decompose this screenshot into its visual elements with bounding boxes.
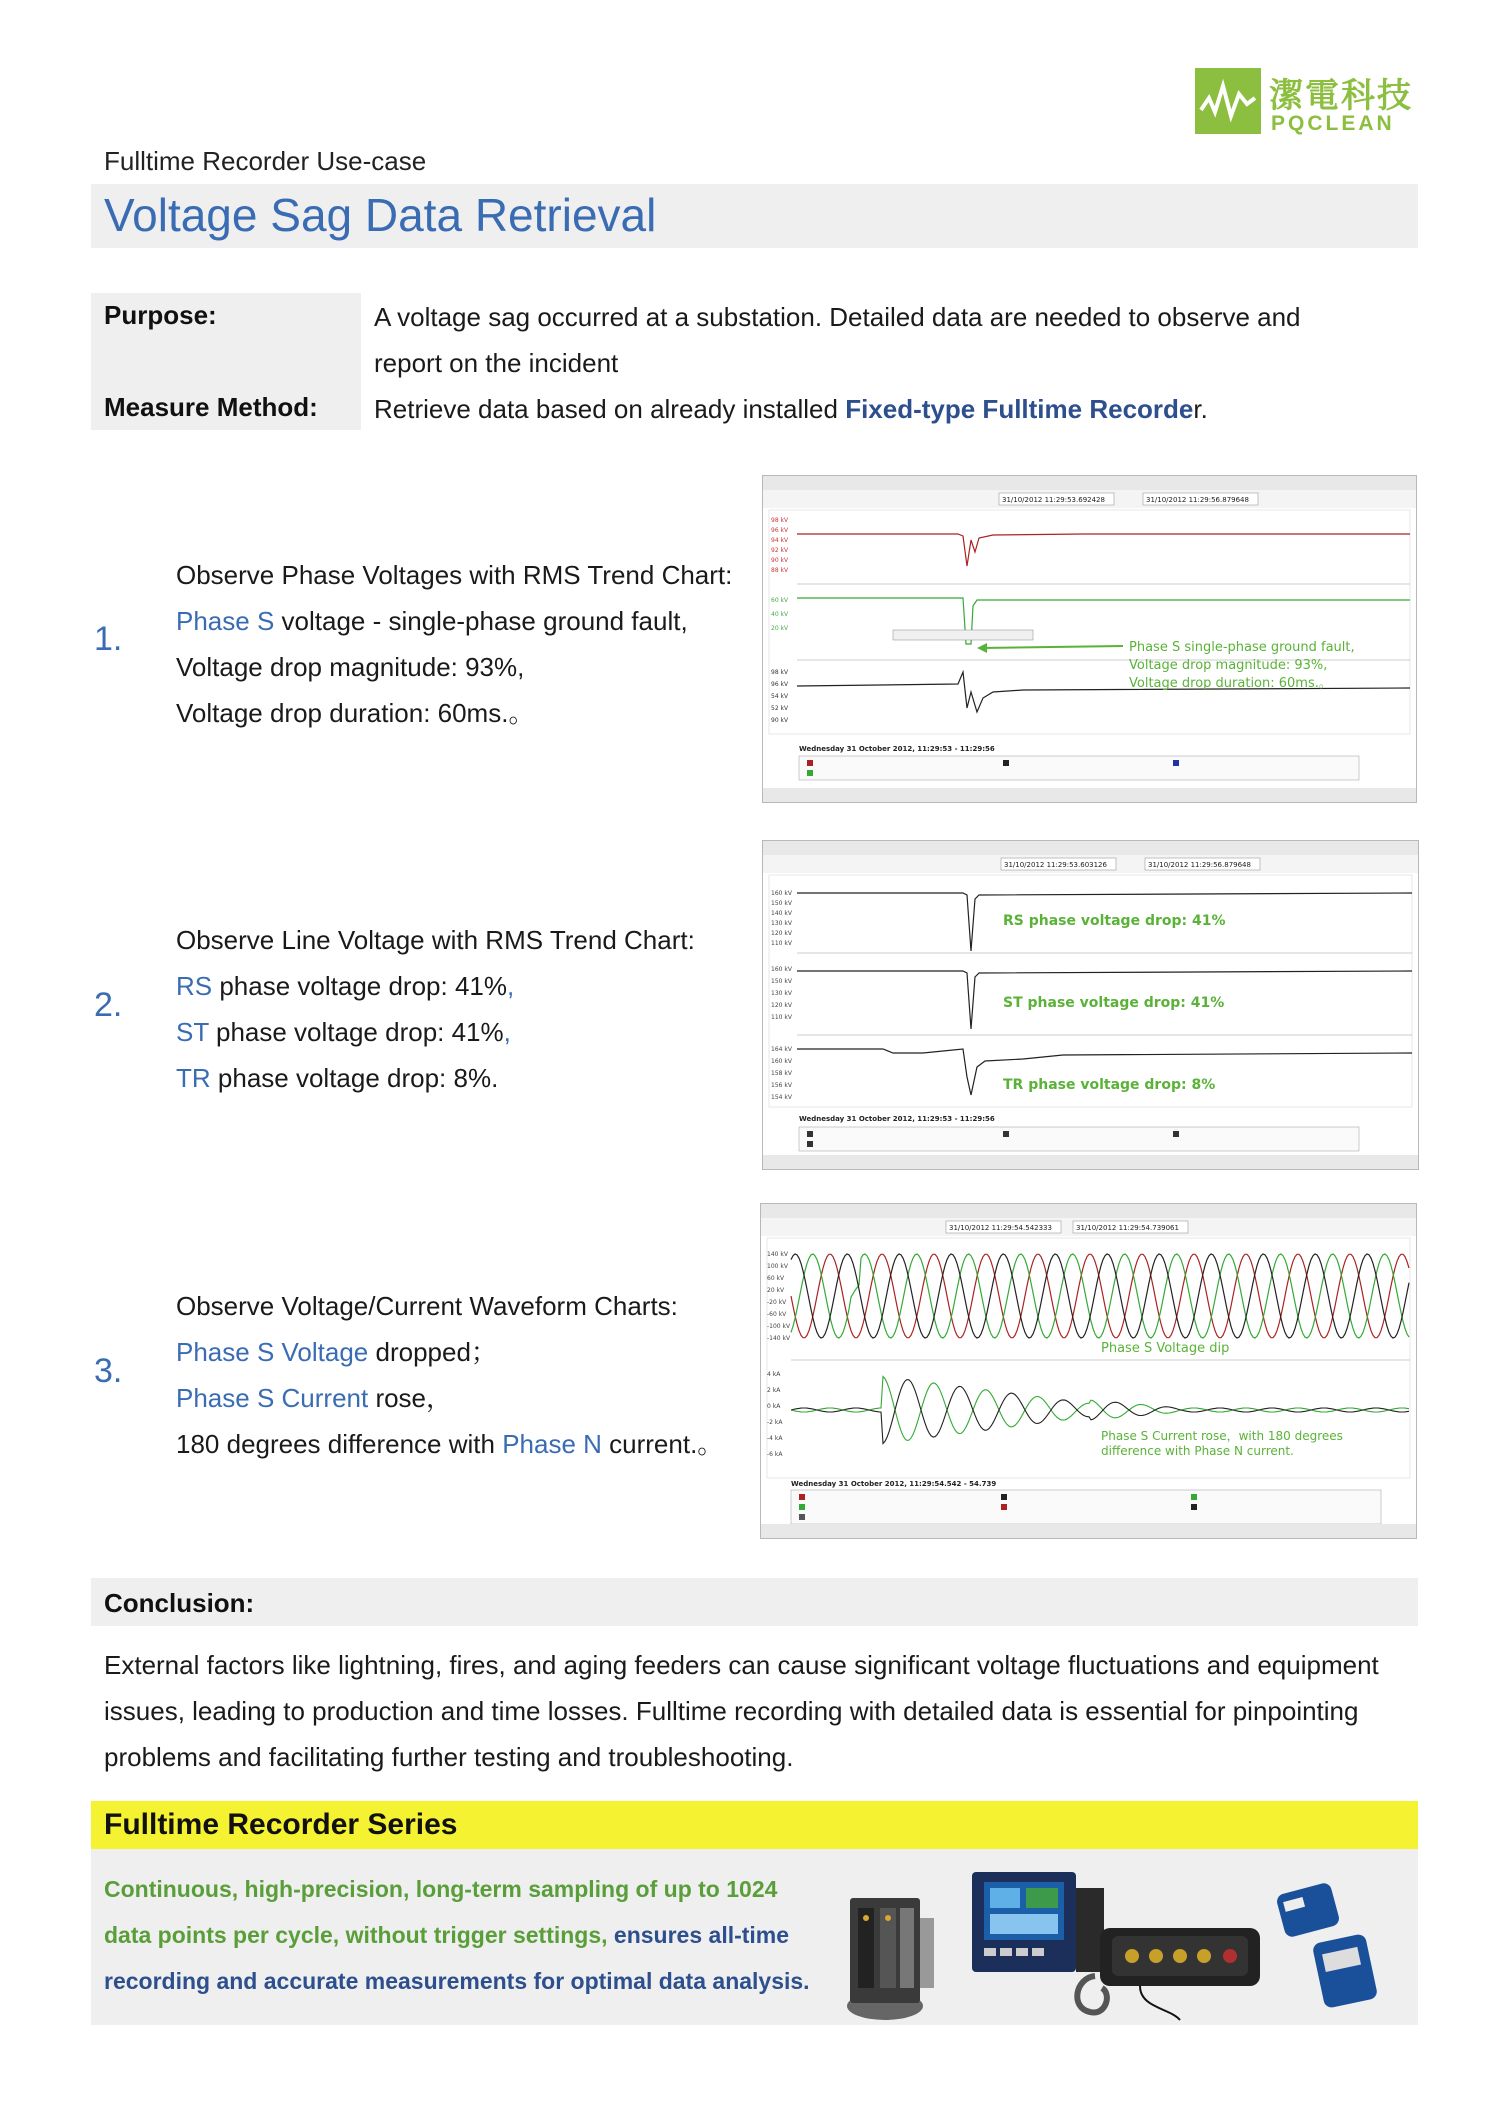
item-1-line-2: Voltage drop magnitude: 93%,	[176, 652, 525, 682]
product-images	[840, 1858, 1400, 2028]
item-3-line-3-prefix: 180 degrees difference with	[176, 1429, 503, 1459]
svg-text:160 kV: 160 kV	[771, 966, 792, 973]
item-1-line-1-rest: voltage - single-phase ground fault,	[274, 606, 688, 636]
chart3-current-annotation-1: Phase S Current rose，with 180 degrees	[1101, 1429, 1343, 1443]
item-1-line-1	[176, 598, 732, 644]
purpose-line-2: report on the incident	[374, 348, 619, 378]
svg-text:110 kV: 110 kV	[771, 1014, 792, 1021]
svg-text:90 kV: 90 kV	[771, 717, 789, 724]
rms-line-voltage-chart-svg	[763, 841, 1418, 1169]
item-2-st-label: ST	[176, 1017, 209, 1047]
svg-text:-100 kV: -100 kV	[767, 1323, 791, 1330]
svg-text:160 kV: 160 kV	[771, 890, 792, 897]
page-title: Voltage Sag Data Retrieval	[104, 189, 657, 241]
rms-line-voltage-chart	[762, 840, 1419, 1170]
conclusion-line-2: issues, leading to production and time losses. Fulltime recording with detailed data is essential for pinpointing	[104, 1696, 1359, 1726]
logo-english-name: PQCLEAN	[1271, 112, 1395, 135]
item-2-line-2	[176, 1009, 695, 1055]
item-1-line-3: Voltage drop duration: 60ms.。	[176, 698, 535, 728]
svg-text:60 kV: 60 kV	[767, 1275, 785, 1282]
method-text-prefix: Retrieve data based on already installed	[374, 394, 846, 424]
logo-mark-icon	[1195, 68, 1261, 134]
conclusion-line-1: External factors like lightning, fires, and aging feeders can cause significant voltage fluctuations and equipment	[104, 1650, 1379, 1680]
item-3-line-3	[176, 1421, 723, 1467]
chart3-to-time: 31/10/2012 11:29:54.739061	[1076, 1224, 1179, 1232]
waveform-chart-svg	[761, 1204, 1416, 1538]
item-3-line-1	[176, 1329, 723, 1375]
svg-text:120 kV: 120 kV	[771, 930, 792, 937]
svg-text:54 kV: 54 kV	[771, 693, 789, 700]
chart2-rs-annotation: RS phase voltage drop: 41%	[1003, 913, 1226, 929]
item-2-line-3-rest: phase voltage drop: 8%.	[210, 1063, 499, 1093]
purpose-line-1: A voltage sag occurred at a substation. Detailed data are needed to observe and	[374, 302, 1301, 332]
item-number-1: 1.	[94, 620, 123, 658]
chart3-date-label: Wednesday 31 October 2012, 11:29:54.542 - 54.739	[791, 1480, 997, 1488]
logo-chinese-name: 潔電科技	[1269, 76, 1413, 116]
svg-text:96 kV: 96 kV	[771, 681, 789, 688]
series-line-3: recording and accurate measurements for optimal data analysis.	[104, 1968, 810, 1994]
item-3-line-1-rest: dropped；	[368, 1337, 497, 1367]
chart2-from-time: 31/10/2012 11:29:53.603126	[1004, 861, 1107, 869]
series-line-1: Continuous, high-precision, long-term sampling of up to 1024	[104, 1876, 778, 1902]
chart1-annotation-line-1: Phase S single-phase ground fault,	[1129, 640, 1355, 655]
item-2-line-2-rest: phase voltage drop: 41%	[208, 1017, 504, 1047]
svg-text:-20 kV: -20 kV	[767, 1299, 787, 1306]
series-title: Fulltime Recorder Series	[104, 1808, 458, 1841]
page-subtitle: Fulltime Recorder Use-case	[104, 146, 427, 176]
item-3-voltage-label: Phase S Voltage	[176, 1337, 369, 1367]
series-description	[104, 1866, 810, 2004]
purpose-label: Purpose:	[104, 300, 217, 330]
svg-text:140 kV: 140 kV	[771, 910, 792, 917]
din-rail-recorder-image	[847, 1898, 934, 2020]
chart1-annotation-line-2: Voltage drop magnitude: 93%,	[1129, 658, 1328, 673]
rms-phase-voltage-chart	[762, 475, 1417, 803]
svg-text:-140 kV: -140 kV	[767, 1335, 791, 1342]
svg-text:156 kV: 156 kV	[771, 1082, 792, 1089]
svg-text:-2 kA: -2 kA	[767, 1419, 783, 1426]
svg-text:130 kV: 130 kV	[771, 990, 792, 997]
conclusion-label: Conclusion:	[104, 1588, 255, 1618]
svg-text:-6 kA: -6 kA	[767, 1451, 783, 1458]
svg-text:120 kV: 120 kV	[771, 1002, 792, 1009]
item-number-2: 2.	[94, 986, 123, 1024]
svg-text:90 kV: 90 kV	[771, 557, 789, 564]
method-highlight: Fixed-type Fulltime Recorde	[845, 394, 1194, 424]
item-1-text	[176, 552, 732, 736]
svg-text:20 kV: 20 kV	[771, 625, 789, 632]
chart3-voltage-annotation: Phase S Voltage dip	[1101, 1341, 1230, 1356]
voltage-current-waveform-chart	[760, 1203, 1417, 1539]
item-number-3: 3.	[94, 1352, 123, 1390]
company-logo	[1195, 68, 1415, 134]
item-2-rs-label: RS	[176, 971, 213, 1001]
svg-text:150 kV: 150 kV	[771, 900, 792, 907]
svg-text:-60 kV: -60 kV	[767, 1311, 787, 1318]
svg-text:160 kV: 160 kV	[771, 1058, 792, 1065]
series-line-2-green: data points per cycle, without trigger settings,	[104, 1922, 608, 1948]
chart1-annotation-line-3: Voltage drop duration: 60ms.。	[1129, 676, 1332, 691]
chart1-to-time: 31/10/2012 11:29:56.879648	[1146, 496, 1249, 504]
svg-text:-4 kA: -4 kA	[767, 1435, 783, 1442]
chart2-st-annotation: ST phase voltage drop: 41%	[1003, 995, 1225, 1011]
item-3-line-2	[176, 1375, 723, 1421]
method-text	[374, 386, 1208, 432]
item-3-text	[176, 1283, 723, 1467]
portable-recorder-image	[1077, 1928, 1260, 2020]
item-2-tr-label: TR	[176, 1063, 211, 1093]
svg-text:96 kV: 96 kV	[771, 527, 789, 534]
item-3-line-3-suffix: current.。	[601, 1429, 724, 1459]
chart2-date-label: Wednesday 31 October 2012, 11:29:53 - 11:29:56	[799, 1115, 995, 1123]
svg-text:88 kV: 88 kV	[771, 567, 789, 574]
chart2-tr-annotation: TR phase voltage drop: 8%	[1003, 1077, 1216, 1093]
item-3-current-label: Phase S Current	[176, 1383, 369, 1413]
chart2-to-time: 31/10/2012 11:29:56.879648	[1148, 861, 1251, 869]
item-1-highlight: Phase S	[176, 606, 275, 636]
chart1-from-time: 31/10/2012 11:29:53.692428	[1002, 496, 1105, 504]
svg-text:110 kV: 110 kV	[771, 940, 792, 947]
item-2-line-2-comma: ,	[503, 1017, 511, 1047]
item-1-heading: Observe Phase Voltages with RMS Trend Chart:	[176, 560, 733, 590]
svg-text:100 kV: 100 kV	[767, 1263, 788, 1270]
svg-text:150 kV: 150 kV	[771, 978, 792, 985]
item-3-line-2-rest: rose，	[368, 1383, 453, 1413]
method-label: Measure Method:	[104, 392, 318, 422]
series-line-2-navy: ensures all-time	[607, 1922, 790, 1948]
purpose-text	[374, 294, 1301, 386]
svg-text:98 kV: 98 kV	[771, 517, 789, 524]
svg-text:164 kV: 164 kV	[771, 1046, 792, 1053]
conclusion-text	[104, 1642, 1379, 1780]
item-2-line-1-rest: phase voltage drop: 41%	[212, 971, 507, 1001]
svg-text:98 kV: 98 kV	[771, 669, 789, 676]
method-text-suffix: r.	[1193, 394, 1208, 424]
svg-text:154 kV: 154 kV	[771, 1094, 792, 1101]
svg-text:20 kV: 20 kV	[767, 1287, 785, 1294]
chart1-date-label: Wednesday 31 October 2012, 11:29:53 - 11:29:56	[799, 745, 995, 753]
item-3-heading: Observe Voltage/Current Waveform Charts:	[176, 1291, 678, 1321]
svg-text:60 kV: 60 kV	[771, 597, 789, 604]
svg-text:4 kA: 4 kA	[767, 1371, 781, 1378]
svg-text:2 kA: 2 kA	[767, 1387, 781, 1394]
item-2-line-1	[176, 963, 695, 1009]
handheld-logger-image	[1275, 1882, 1378, 2009]
chart3-current-annotation-2: difference with Phase N current.	[1101, 1444, 1294, 1458]
conclusion-line-3: problems and facilitating further testing and troubleshooting.	[104, 1742, 794, 1772]
conclusion-band	[91, 1578, 1418, 1626]
svg-text:140 kV: 140 kV	[767, 1251, 788, 1258]
item-3-phase-n-label: Phase N	[502, 1429, 602, 1459]
item-2-heading: Observe Line Voltage with RMS Trend Chart:	[176, 925, 695, 955]
svg-text:52 kV: 52 kV	[771, 705, 789, 712]
svg-text:40 kV: 40 kV	[771, 611, 789, 618]
item-2-line-3	[176, 1055, 695, 1101]
svg-text:158 kV: 158 kV	[771, 1070, 792, 1077]
svg-text:0 kA: 0 kA	[767, 1403, 781, 1410]
item-2-text	[176, 917, 695, 1101]
panel-meter-image	[972, 1872, 1104, 1972]
rms-phase-voltage-chart-svg	[763, 476, 1416, 802]
chart3-from-time: 31/10/2012 11:29:54.542333	[949, 1224, 1052, 1232]
svg-text:92 kV: 92 kV	[771, 547, 789, 554]
item-2-line-1-comma: ,	[507, 971, 515, 1001]
svg-text:130 kV: 130 kV	[771, 920, 792, 927]
svg-text:94 kV: 94 kV	[771, 537, 789, 544]
product-devices-illustration	[840, 1858, 1400, 2028]
series-line-2	[104, 1912, 810, 1958]
